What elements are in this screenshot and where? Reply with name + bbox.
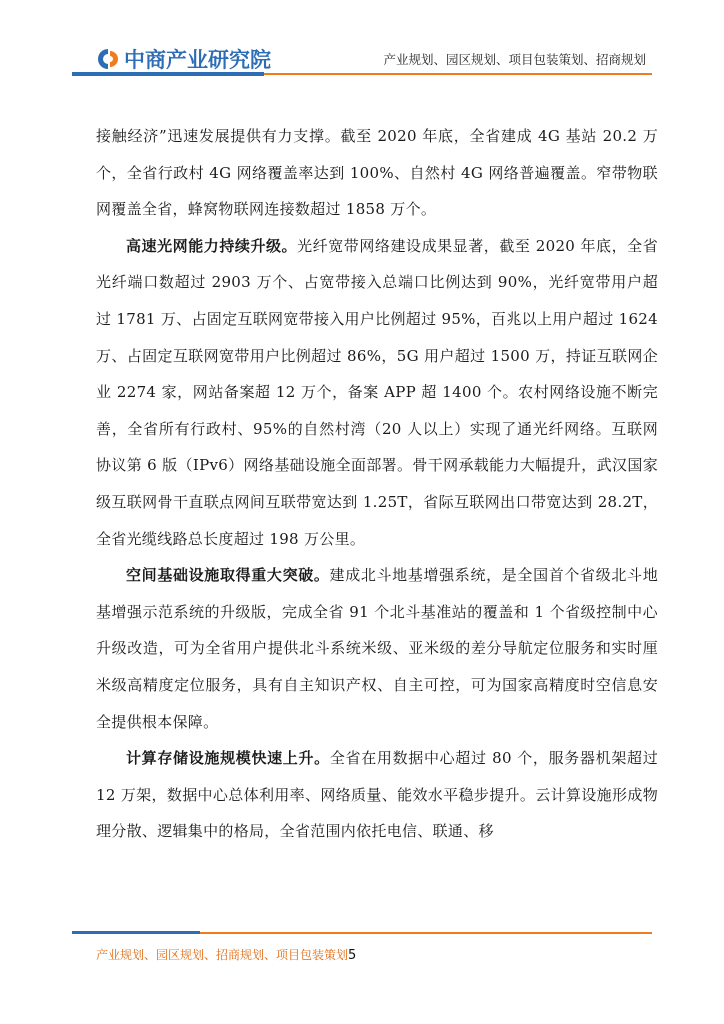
footer-divider-orange bbox=[200, 932, 652, 934]
company-logo bbox=[96, 44, 271, 74]
page-footer bbox=[96, 946, 356, 963]
header-divider-orange bbox=[264, 73, 652, 75]
page-header bbox=[0, 0, 724, 90]
paragraph-text: 建成北斗地基增强系统，是全国首个省级北斗地基增强示范系统的升级版，完成全省 91 个北斗基准站的覆盖和 1 个省级控制中心升级改造，可为全省用户提供北斗系统米级、亚米级的差分导航定位服务和实时厘米级高精度定位服务，具有自主知识产权、自主可控，可为国家高精度时空信息安全提供根本保障。 bbox=[96, 566, 658, 731]
paragraph-fiber-network bbox=[96, 228, 658, 557]
footer-divider-blue bbox=[72, 931, 200, 934]
paragraph-text: 光纤宽带网络建设成果显著，截至 2020 年底，全省光纤端口数超过 2903 万个、占宽带接入总端口比例达到 90%，光纤宽带用户超过 1781 万、占固定互联网宽带接入用户比例超过 95%，百兆以上用户超过 1624 万、占固定互联网宽带用户比例超过 86%，5G 用户超过 1500 万，持证互联网企业 2274 家，网站备案超 12 万个，备案 APP 超 1400 个。农村网络设施不断完善，全省所有行政村、95%的自然村湾（20 人以上）实现了通光纤网络。互联网协议第 6 版（IPv6）网络基础设施全面部署。骨干网承载能力大幅提升，武汉国家级互联网骨干直联点网间互联带宽达到 1.25T，省际互联网出口带宽达到 28.2T，全省光缆线路总长度超过 198 万公里。 bbox=[96, 236, 658, 548]
header-tagline: 产业规划、园区规划、项目包装策划、招商规划 bbox=[383, 52, 646, 67]
paragraph-continuation bbox=[96, 118, 658, 228]
paragraph-text: 全省在用数据中心超过 80 个，服务器机架超过 12 万架，数据中心总体利用率、网络质量、能效水平稳步提升。云计算设施形成物理分散、逻辑集中的格局，全省范围内依托电信、联通、移 bbox=[96, 749, 658, 841]
logo-icon bbox=[96, 47, 120, 71]
paragraph-heading: 计算存储设施规模快速上升。 bbox=[126, 749, 330, 768]
paragraph-space-infrastructure bbox=[96, 557, 658, 740]
footer-text: 产业规划、园区规划、招商规划、项目包装策划 bbox=[96, 948, 349, 962]
paragraph-text: 接触经济”迅速发展提供有力支撑。截至 2020 年底，全省建成 4G 基站 20.2 万个，全省行政村 4G 网络覆盖率达到 100%、自然村 4G 网络普遍覆盖。窄带物联网覆盖全省，蜂窝物联网连接数超过 1858 万个。 bbox=[96, 127, 658, 219]
paragraph-compute-storage bbox=[96, 740, 658, 850]
header-divider-blue bbox=[72, 72, 264, 76]
paragraph-heading: 高速光网能力持续升级。 bbox=[126, 236, 298, 255]
logo-text: 中商产业研究院 bbox=[124, 48, 271, 72]
paragraph-heading: 空间基础设施取得重大突破。 bbox=[126, 566, 330, 585]
page-number: 5 bbox=[348, 948, 357, 963]
body-text bbox=[96, 118, 658, 850]
